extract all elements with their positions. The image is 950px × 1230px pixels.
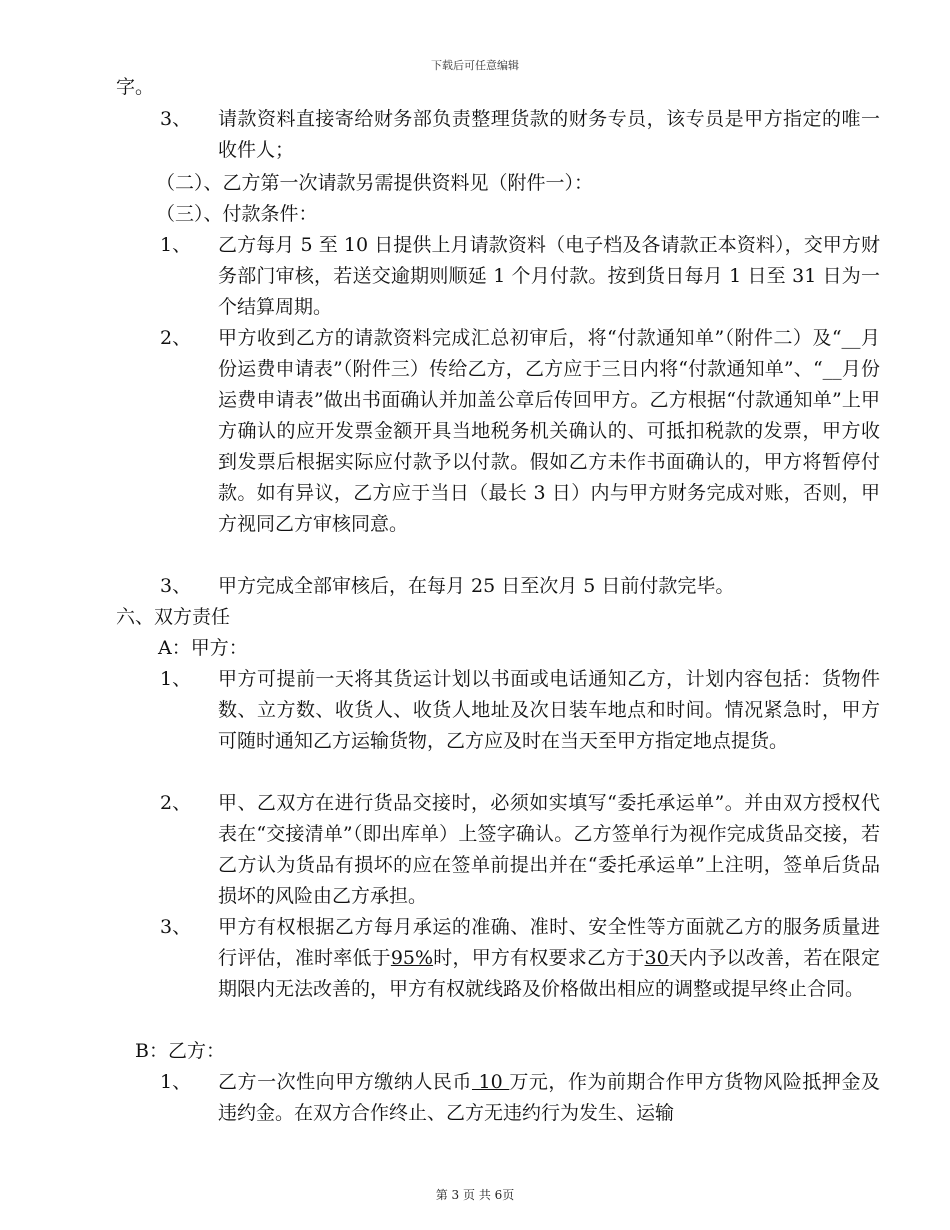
page-footer: 第 3 页 共 6页 xyxy=(435,1188,515,1202)
section-heading: （二）、乙方第一次请款另需提供资料见（附件一）： xyxy=(156,172,594,194)
text-segment: 甲方有权根据乙方每月承运的准确、准时、安全性等方面就乙方的服务质量进行评估，准时率低于 xyxy=(218,916,880,969)
subsection-heading: A：甲方： xyxy=(158,637,248,659)
list-item xyxy=(218,912,880,1005)
amount-value: 10 xyxy=(471,1071,510,1093)
item-number: 2、 xyxy=(160,792,192,814)
list-item: 甲方可提前一天将其货运计划以书面或电话通知乙方，计划内容包括：货物件数、立方数、收货人、收货人地址及次日装车地点和时间。情况紧急时，甲方可随时通知乙方运输货物，乙方应及时在当天至甲方指定地点提货。 xyxy=(218,668,880,752)
text-segment: 万元，作为前期合作甲方货物风险抵押金及违约金。在双方合作终止、乙方无违约行为发生、运输 xyxy=(218,1071,880,1124)
item-number: 3、 xyxy=(160,916,192,938)
list-item: 甲方收到乙方的请款资料完成汇总初审后，将“付款通知单”（附件二）及“__月份运费申请表”（附件三）传给乙方，乙方应于三日内将“付款通知单”、“__月份运费申请表”做出书面确认并加盖公章后传回甲方。乙方根据“付款通知单”上甲方确认的应开发票金额开具当地税务机关确认的、可抵扣税款的发票，甲方收到发票后根据实际应付款予以付款。假如乙方未作书面确认的，甲方将暂停付款。如有异议，乙方应于当日（最长 3 日）内与甲方财务完成对账，否则，甲方视同乙方审核同意。 xyxy=(218,327,880,535)
item-number: 1、 xyxy=(160,1071,192,1093)
item-number: 2、 xyxy=(160,327,192,349)
list-item: 甲、乙双方在进行货品交接时，必须如实填写“委托承运单”。并由双方授权代表在“交接清单”（即出库单）上签字确认。乙方签单行为视作完成货品交接，若乙方认为货品有损坏的应在签单前提出并在“委托承运单”上注明，签单后货品损坏的风险由乙方承担。 xyxy=(218,792,880,907)
text-segment: 乙方一次性向甲方缴纳人民币 xyxy=(218,1071,472,1093)
section-heading: （三）、付款条件： xyxy=(156,203,318,225)
list-item: 甲方完成全部审核后，在每月 25 日至次月 5 日前付款完毕。 xyxy=(218,575,735,597)
subsection-heading: B：乙方： xyxy=(135,1040,225,1062)
rate-value: 95% xyxy=(390,947,434,969)
continuation-text: 字。 xyxy=(116,76,155,98)
item-number: 1、 xyxy=(160,234,192,256)
page-header: 下载后可任意编辑 xyxy=(431,59,519,72)
item-number: 3、 xyxy=(160,575,192,597)
item-number: 1、 xyxy=(160,668,192,690)
list-item: 请款资料直接寄给财务部负责整理货款的财务专员，该专员是甲方指定的唯一收件人； xyxy=(218,108,880,161)
text-segment: 天内予以改善，若在限定期限内无法改善的，甲方有权就线路及价格做出相应的调整或提早终止合同。 xyxy=(218,947,880,1000)
text-segment: 时，甲方有权要求乙方于 xyxy=(433,947,645,969)
days-value: 30 xyxy=(644,947,669,969)
section-heading: 六、双方责任 xyxy=(116,606,231,628)
list-item xyxy=(218,1067,880,1129)
item-number: 3、 xyxy=(160,108,192,130)
list-item: 乙方每月 5 至 10 日提供上月请款资料（电子档及各请款正本资料），交甲方财务部门审核，若送交逾期则顺延 1 个月付款。按到货日每月 1 日至 31 日为一个结算周期。 xyxy=(218,234,880,318)
